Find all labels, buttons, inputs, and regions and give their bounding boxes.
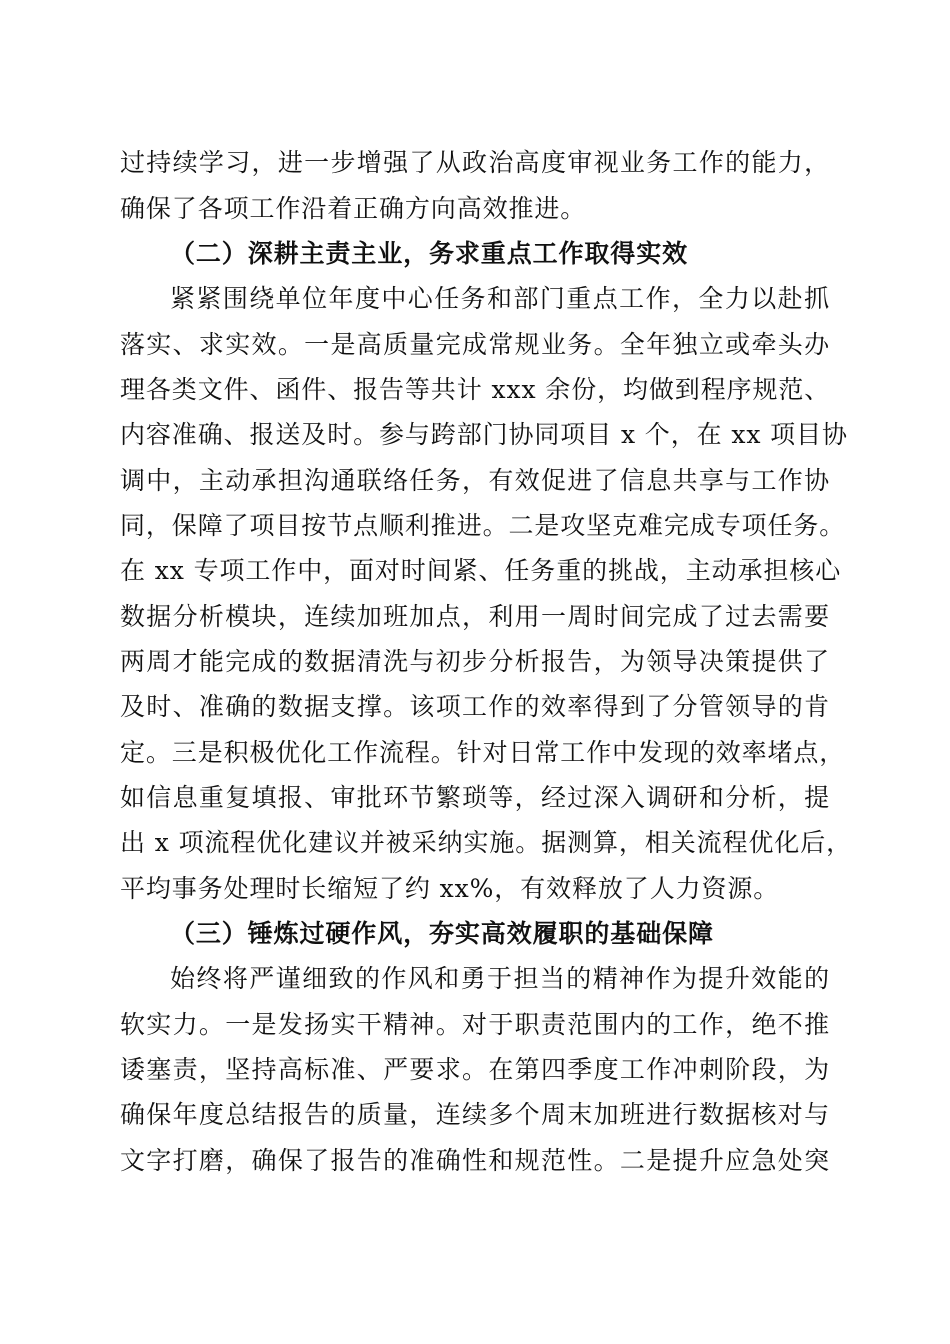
section-heading-2: （二）深耕主责主业，务求重点工作取得实效 — [170, 239, 689, 268]
paragraph-line: 理各类文件、函件、报告等共计 xxx 余份，均做到程序规范、 — [120, 375, 831, 404]
paragraph-line: 过持续学习，进一步增强了从政治高度审视业务工作的能力， — [120, 148, 830, 177]
paragraph-line: 定。三是积极优化工作流程。针对日常工作中发现的效率堵点， — [120, 738, 846, 767]
paragraph-line: 两周才能完成的数据清洗与初步分析报告，为领导决策提供了 — [120, 647, 830, 676]
paragraph-line: 落实、求实效。一是高质量完成常规业务。全年独立或牵头办 — [120, 330, 830, 359]
paragraph-line: 出 x 项流程优化建议并被采纳实施。据测算，相关流程优化后， — [120, 828, 852, 857]
paragraph-line: 内容准确、报送及时。参与跨部门协同项目 x 个，在 xx 项目协 — [120, 420, 848, 449]
paragraph-line: 软实力。一是发扬实干精神。对于职责范围内的工作，绝不推 — [120, 1010, 830, 1039]
paragraph-line: 确保年度总结报告的质量，连续多个周末加班进行数据核对与 — [120, 1100, 830, 1129]
paragraph-line: 紧紧围绕单位年度中心任务和部门重点工作，全力以赴抓 — [170, 284, 830, 313]
paragraph-line: 如信息重复填报、审批环节繁琐等，经过深入调研和分析，提 — [120, 783, 830, 812]
paragraph-line: 同，保障了项目按节点顺利推进。二是攻坚克难完成专项任务。 — [120, 511, 846, 540]
paragraph-line: 调中，主动承担沟通联络任务，有效促进了信息共享与工作协 — [120, 466, 830, 495]
paragraph-line: 诿塞责，坚持高标准、严要求。在第四季度工作冲刺阶段，为 — [120, 1055, 830, 1084]
paragraph-line: 文字打磨，确保了报告的准确性和规范性。二是提升应急处突 — [120, 1146, 830, 1175]
paragraph-line: 始终将严谨细致的作风和勇于担当的精神作为提升效能的 — [170, 964, 830, 993]
paragraph-line: 在 xx 专项工作中，面对时间紧、任务重的挑战，主动承担核心 — [120, 556, 842, 585]
paragraph-line: 确保了各项工作沿着正确方向高效推进。 — [120, 194, 587, 223]
paragraph-line: 平均事务处理时长缩短了约 xx%，有效释放了人力资源。 — [120, 874, 780, 903]
section-heading-3: （三）锤炼过硬作风，夯实高效履职的基础保障 — [170, 919, 714, 948]
paragraph-line: 数据分析模块，连续加班加点，利用一周时间完成了过去需要 — [120, 602, 830, 631]
paragraph-line: 及时、准确的数据支撑。该项工作的效率得到了分管领导的肯 — [120, 692, 830, 721]
